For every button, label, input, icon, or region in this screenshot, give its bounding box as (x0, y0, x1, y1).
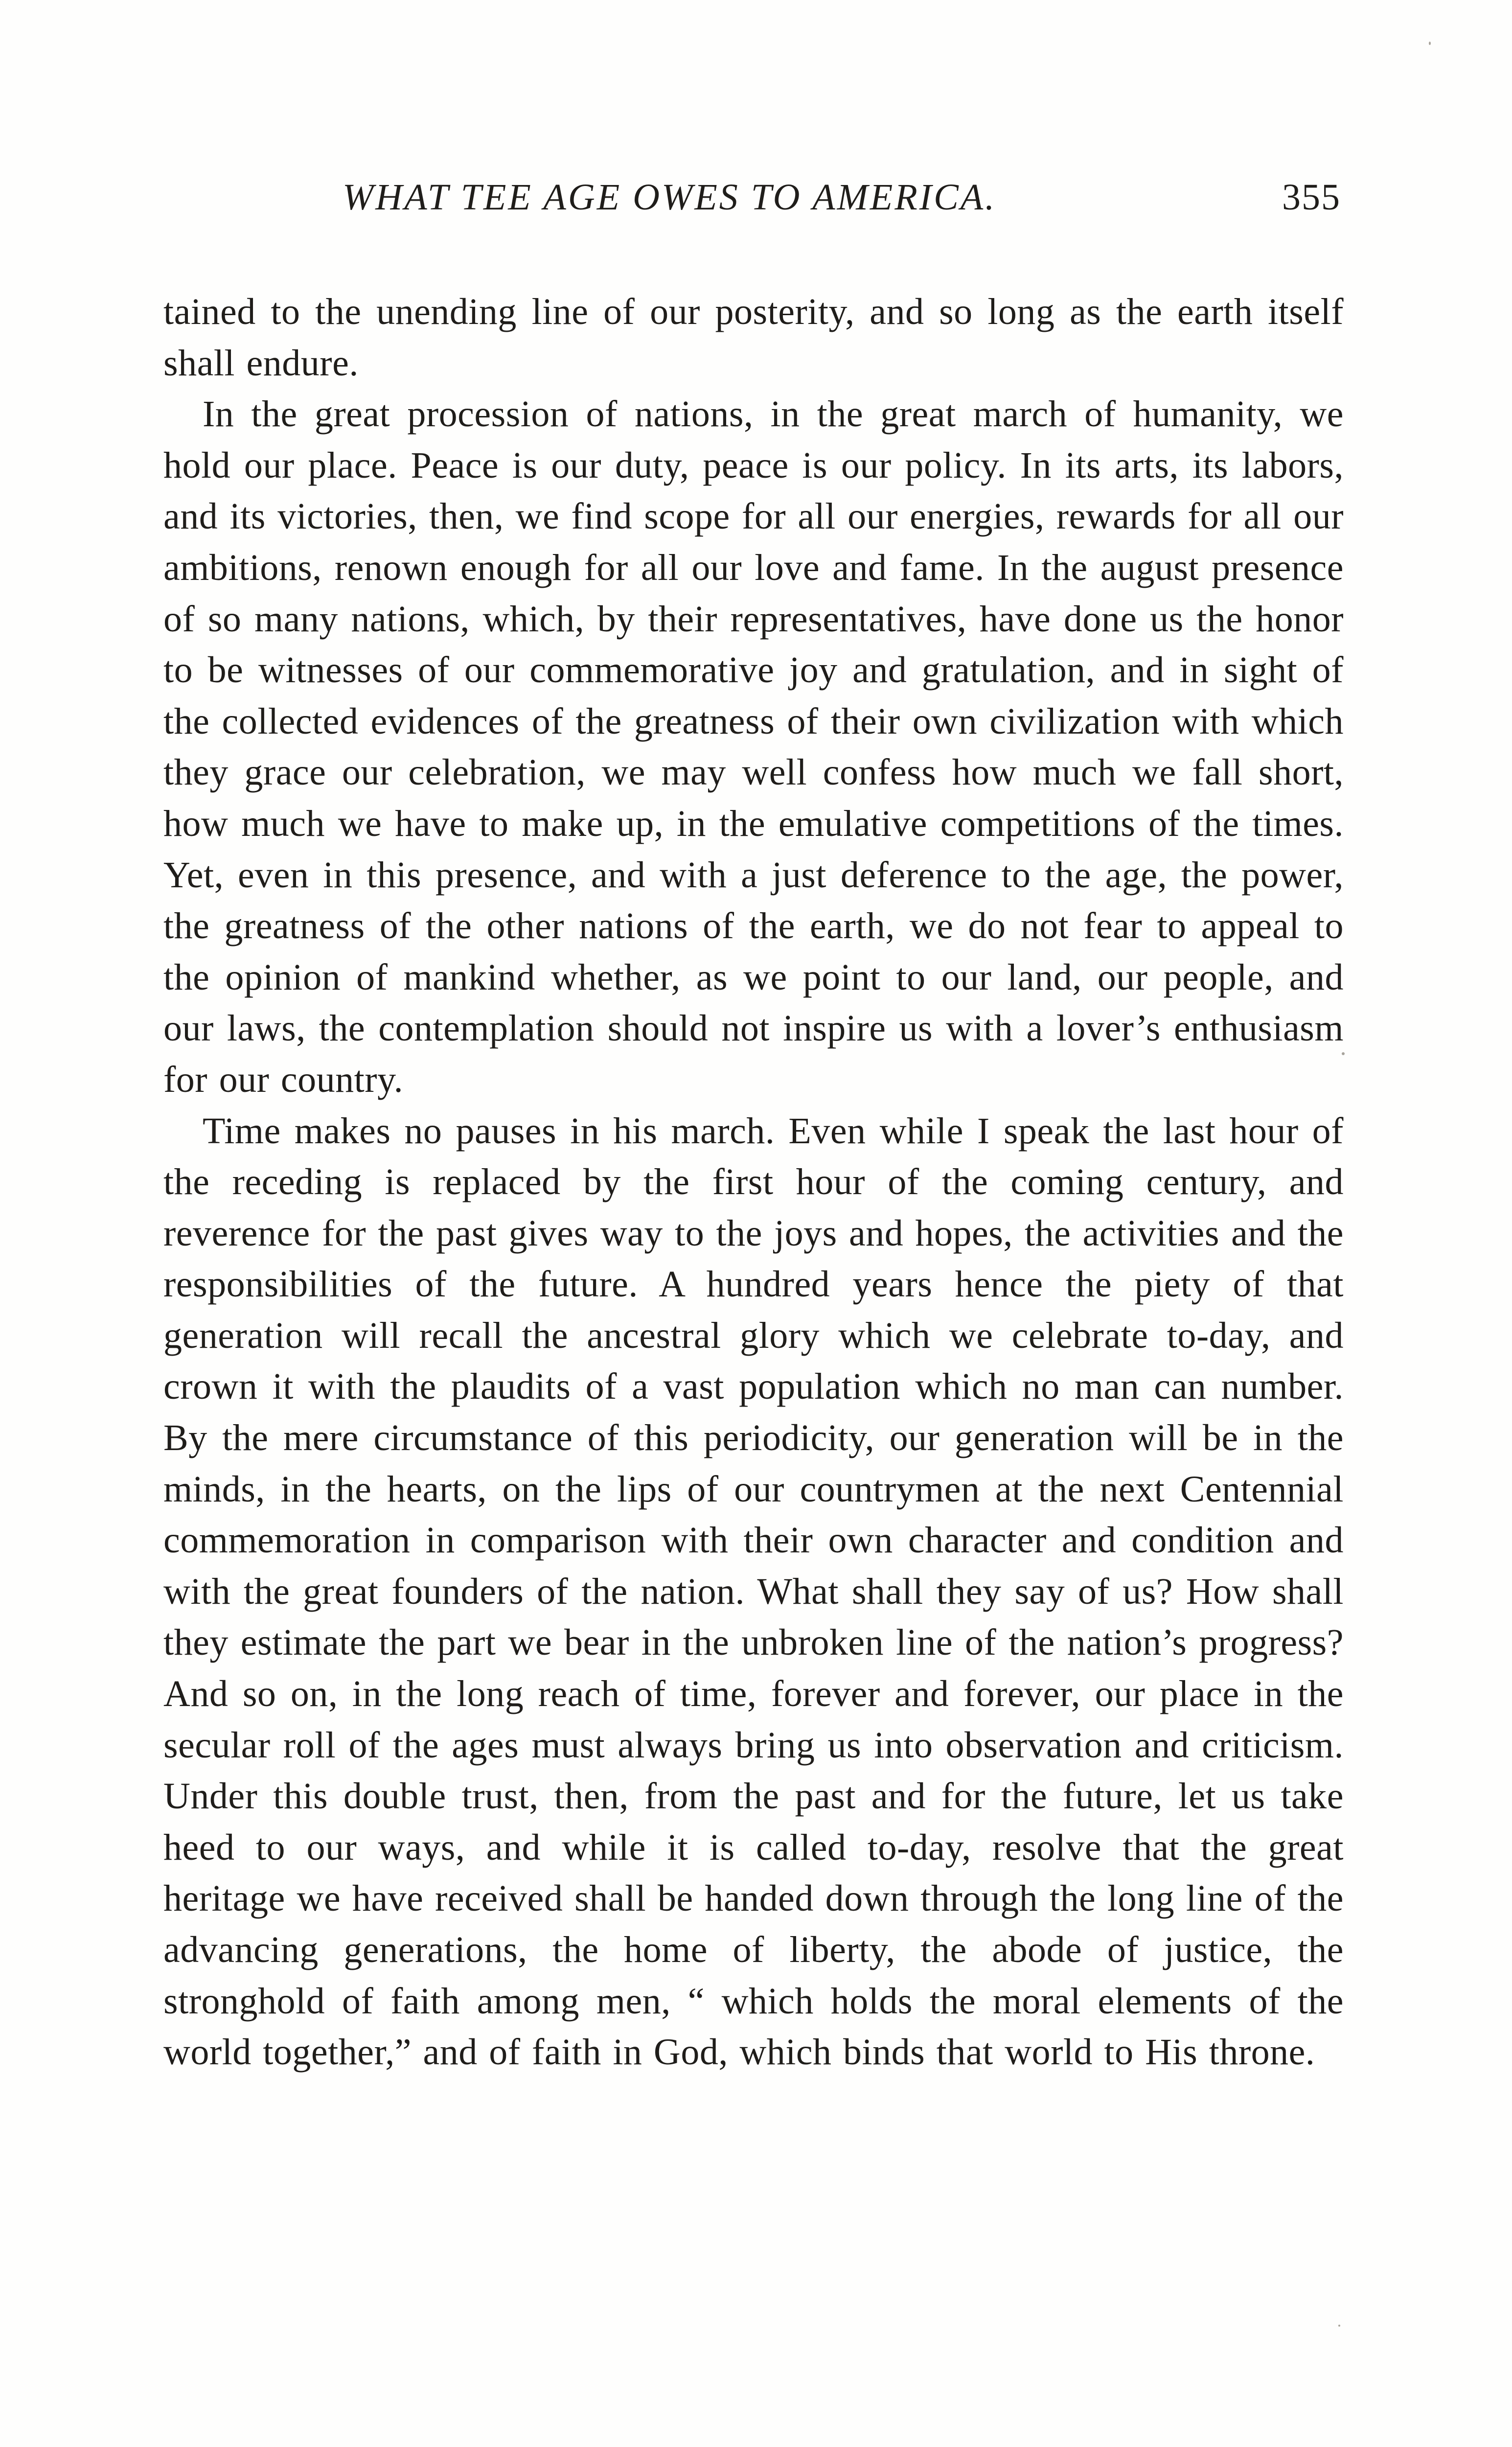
paper-speck (1429, 42, 1431, 45)
page-header (161, 176, 1341, 235)
paragraph-procession-of-nations: In the great procession of nations, in the great march of humanity, we hold our place. Peace is our duty, peace is our policy. In its arts, its labors, and its victories, then, we find scope for all our energies, rewards for all our ambitions, renown enough for all our love and fame. In the august presence of so many nations, which, by their representatives, have done us the honor to be witnesses of our commemorative joy and gratulation, and in sight of the collected evidences of the greatness of their own civilization with which they grace our celebration, we may well confess how much we fall short, how much we have to make up, in the emulative competitions of the times. Yet, even in this presence, and with a just deference to the age, the power, the greatness of the other nations of the earth, we do not fear to appeal to the opinion of mankind whether, as we point to our land, our people, and our laws, the contemplation should not inspire us with a lover’s enthusiasm for our country. (163, 393, 1344, 1100)
paragraph-time-makes-no-pauses: Time makes no pauses in his march. Even while I speak the last hour of the receding is replaced by the first hour of the coming century, and reverence for the past gives way to the joys and hopes, the activities and the responsibilities of the future. A hundred years hence the piety of that generation will recall the ancestral glory which we celebrate to-day, and crown it with the plaudits of a vast population which no man can number. By the mere circumstance of this periodicity, our generation will be in the minds, in the hearts, on the lips of our countrymen at the next Centennial commemoration in comparison with their own character and condition and with the great founders of the nation. What shall they say of us? How shall they estimate the part we bear in the unbroken line of the nation’s progress? And so on, in the long reach of time, forever and forever, our place in the secular roll of the ages must always bring us into observation and criticism. Under this double trust, then, from the past and for the future, let us take heed to our ways, and while it is called to-day, resolve that the great heritage we have received shall be handed down through the long line of the advancing generations, the home of liberty, the abode of justice, the stronghold of faith among men, “ which holds the moral elements of the world together,” and of faith in God, which binds that world to His throne. (163, 1110, 1344, 2073)
paragraph-continuation: tained to the unending line of our posterity, and so long as the earth itself shall endure. (163, 291, 1344, 384)
page-number: 355 (1282, 177, 1341, 218)
paper-speck (1338, 2325, 1340, 2327)
paper-speck (1342, 1052, 1345, 1055)
body-text (163, 286, 1344, 2078)
running-head: WHAT TEE AGE OWES TO AMERICA. (343, 177, 997, 218)
